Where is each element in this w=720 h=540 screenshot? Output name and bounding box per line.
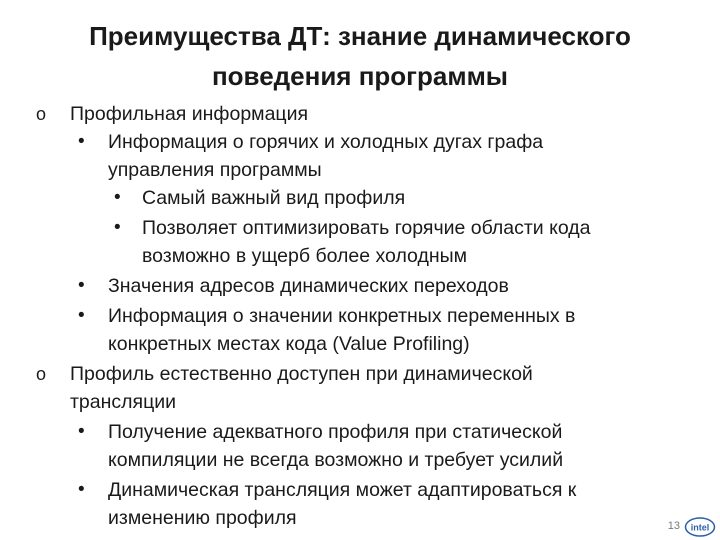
bullet-marker-dot: • (78, 421, 85, 442)
bullet-static-compilation: Получение адекватного профиля при статической (108, 421, 563, 443)
bullet-hot-cold-arcs: Информация о горячих и холодных дугах графа (108, 131, 544, 153)
intel-logo-text: intel (690, 522, 710, 533)
bullet-value-profiling-cont: конкретных местах кода (Value Profiling) (108, 333, 470, 355)
bullet-profile-available: Профиль естественно доступен при динамической (70, 363, 533, 385)
bullet-marker-dot: • (114, 217, 121, 238)
intel-logo-icon (684, 516, 716, 538)
bullet-adapt-profile-cont: изменению профиля (108, 507, 297, 529)
bullet-static-compilation-cont: компиляции не всегда возможно и требует усилий (108, 449, 564, 471)
bullet-profile-info: Профильная информация (70, 103, 309, 125)
bullet-marker-dot: • (78, 305, 85, 326)
bullet-adapt-profile: Динамическая трансляция может адаптироваться к (108, 479, 577, 501)
bullet-marker-dot: • (114, 187, 121, 208)
bullet-value-profiling: Информация о значении конкретных переменных в (108, 305, 576, 327)
slide-title-line-2: поведения программы (211, 61, 509, 91)
bullet-dynamic-jumps: Значения адресов динамических переходов (108, 275, 509, 297)
bullet-profile-available-cont: трансляции (70, 391, 177, 413)
bullet-marker-circle: o (36, 364, 47, 384)
bullet-marker-dot: • (78, 479, 85, 500)
bullet-marker-circle: o (36, 104, 47, 124)
slide-title-line-1: Преимущества ДТ: знание динамического (89, 21, 631, 51)
bullet-optimize-hot: Позволяет оптимизировать горячие области кода (142, 217, 591, 239)
bullet-most-important: Самый важный вид профиля (142, 187, 406, 209)
page-number: 13 (667, 520, 680, 532)
bullet-optimize-hot-cont: возможно в ущерб более холодным (142, 245, 468, 267)
bullet-hot-cold-arcs-cont: управления программы (108, 159, 322, 181)
bullet-marker-dot: • (78, 275, 85, 296)
bullet-marker-dot: • (78, 131, 85, 152)
